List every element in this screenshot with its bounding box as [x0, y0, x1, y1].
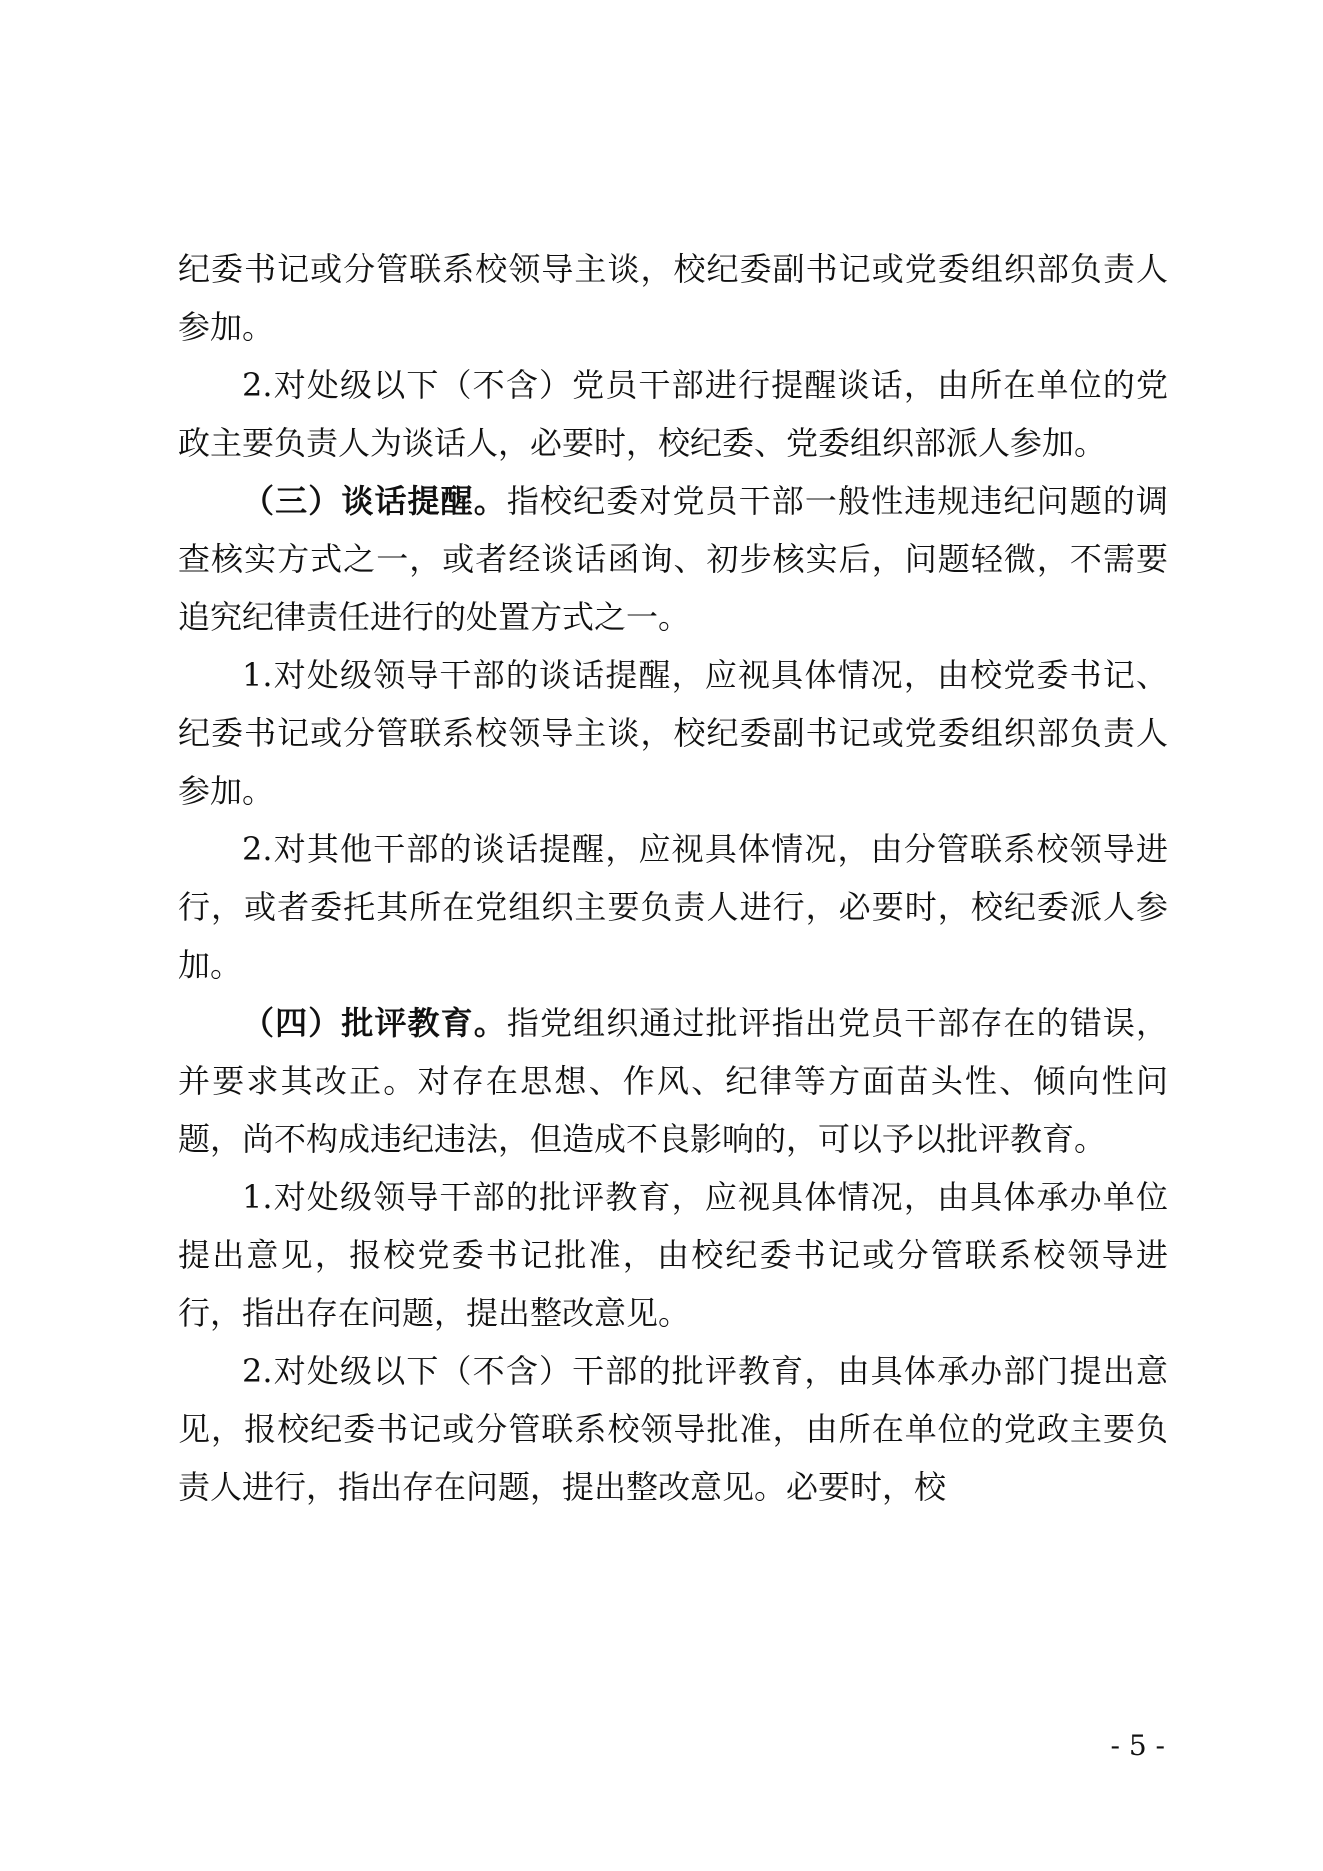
paragraph-text: 纪委书记或分管联系校领导主谈，校纪委副书记或党委组织部负责人参加。 — [178, 250, 1168, 346]
paragraph-text: 指党组织通过批评指出党员干部存在的错误，并要求其改正。对存在思想、作风、纪律等方面苗头性、倾向性问题，尚不构成违纪违法，但造成不良影响的，可以予以批评教育。 — [178, 1004, 1168, 1158]
body-text — [178, 240, 1168, 1516]
paragraph-text: 2.对处级以下（不含）干部的批评教育，由具体承办部门提出意见，报校纪委书记或分管联系校领导批准，由所在单位的党政主要负责人进行，指出存在问题，提出整改意见。必要时，校 — [178, 1352, 1168, 1506]
paragraph-item — [178, 356, 1168, 472]
paragraph-text: 2.对处级以下（不含）党员干部进行提醒谈话，由所在单位的党政主要负责人为谈话人，必要时，校纪委、党委组织部派人参加。 — [178, 366, 1168, 462]
section-heading: （四）批评教育。 — [242, 1004, 507, 1042]
paragraph-item — [178, 1168, 1168, 1342]
paragraph-text: 1.对处级领导干部的批评教育，应视具体情况，由具体承办单位提出意见，报校党委书记批准，由校纪委书记或分管联系校领导进行，指出存在问题，提出整改意见。 — [178, 1178, 1168, 1332]
page-number: - 5 - — [1110, 1729, 1165, 1762]
paragraph-text: 1.对处级领导干部的谈话提醒，应视具体情况，由校党委书记、纪委书记或分管联系校领导主谈，校纪委副书记或党委组织部负责人参加。 — [178, 656, 1168, 810]
paragraph-item — [178, 1342, 1168, 1516]
paragraph-text: 指校纪委对党员干部一般性违规违纪问题的调查核实方式之一，或者经谈话函询、初步核实后，问题轻微，不需要追究纪律责任进行的处置方式之一。 — [178, 482, 1168, 636]
paragraph-item — [178, 646, 1168, 820]
paragraph-text: 2.对其他干部的谈话提醒，应视具体情况，由分管联系校领导进行，或者委托其所在党组织主要负责人进行，必要时，校纪委派人参加。 — [178, 830, 1168, 984]
section-paragraph — [178, 994, 1168, 1168]
paragraph-item — [178, 820, 1168, 994]
section-paragraph — [178, 472, 1168, 646]
section-heading: （三）谈话提醒。 — [242, 482, 507, 520]
paragraph-continuation — [178, 240, 1168, 356]
